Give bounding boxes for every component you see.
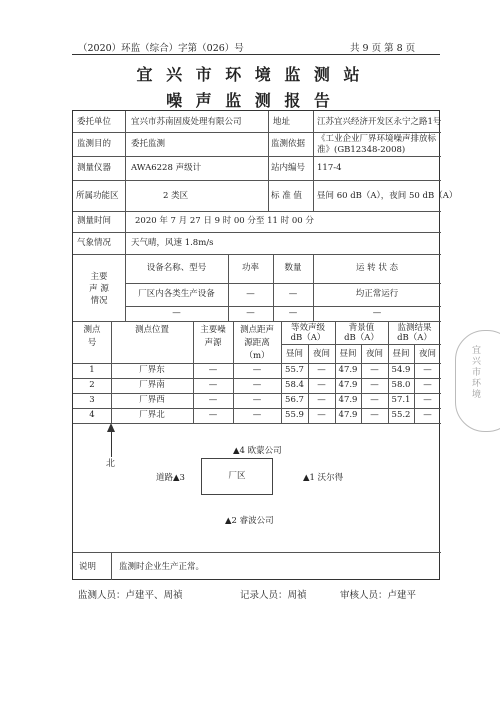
- eq-day-value: 58.4: [285, 380, 304, 390]
- seal-text: 宜兴市环境: [470, 345, 480, 400]
- bg-day-value: 47.9: [338, 395, 358, 405]
- col-line: [268, 111, 269, 211]
- eq-day-value: 55.9: [285, 410, 304, 420]
- basis-label: 监测依据: [271, 139, 306, 149]
- purpose-label: 监测目的: [77, 139, 112, 149]
- col-power: 功率: [241, 263, 259, 273]
- h-background-2: dB（A）: [344, 333, 379, 343]
- plant-area: [201, 458, 273, 495]
- point-distance: —: [252, 365, 262, 375]
- device-name: —: [172, 308, 181, 318]
- table-row: [73, 395, 441, 408]
- instrument-value: AWA6228 声级计: [131, 163, 202, 173]
- monitor-staff: 监测人员：卢建平、周禎: [78, 590, 183, 601]
- row-line: [73, 408, 441, 409]
- h-point-no-1: 测点: [83, 325, 101, 335]
- col-line: [111, 552, 112, 580]
- bg-night-value: —: [370, 380, 379, 390]
- device-power: —: [246, 289, 255, 299]
- zone-label: 所属功能区: [76, 191, 119, 201]
- point-distance: —: [252, 410, 262, 420]
- col-count: 数量: [284, 263, 302, 273]
- h-background-1: 背景值: [348, 323, 375, 333]
- point-distance: —: [252, 395, 262, 405]
- point-no: 2: [89, 380, 95, 390]
- res-night-value: —: [423, 395, 432, 405]
- point-source: —: [208, 365, 218, 375]
- table-row: [73, 365, 441, 378]
- row-line: [73, 321, 441, 322]
- eq-night-value: —: [317, 380, 326, 390]
- purpose-value: 委托监测: [131, 139, 166, 149]
- h-result-2: dB（A）: [397, 333, 432, 343]
- note-label: 说明: [79, 562, 97, 572]
- point-no: 1: [89, 365, 95, 375]
- address-value: 江苏宜兴经济开发区永宁之路1号: [317, 117, 442, 127]
- eq-night-value: —: [317, 365, 326, 375]
- res-day-value: 57.1: [391, 395, 411, 405]
- h-result-1: 监测结果: [397, 323, 432, 333]
- res-day-value: 54.9: [391, 365, 411, 375]
- h-distance-3: （m）: [244, 351, 270, 361]
- h-distance-1: 测点距声: [239, 325, 274, 335]
- device-status: —: [372, 308, 382, 318]
- device-power: —: [246, 308, 255, 318]
- bg-night-value: —: [370, 410, 379, 420]
- h-bg-night: 夜间: [365, 349, 383, 359]
- station-title: 宜 兴 市 环 境 监 测 站: [136, 65, 364, 84]
- col-line: [313, 111, 314, 211]
- device-name: 厂区内各类生产设备: [138, 289, 215, 299]
- row-line: [73, 552, 441, 553]
- row-line: [73, 363, 441, 364]
- bg-night-value: —: [370, 365, 379, 375]
- row-line: [73, 393, 441, 394]
- point-no: 3: [89, 395, 95, 405]
- device-count: —: [288, 289, 298, 299]
- point-2-label: ▲2 睿波公司: [225, 516, 274, 526]
- address-label: 地址: [273, 117, 291, 127]
- device-status: 均正常运行: [355, 289, 399, 299]
- time-value: 2020 年 7 月 27 日 9 时 00 分至 11 时 00 分: [135, 216, 314, 226]
- plant-label: 厂区: [228, 471, 246, 481]
- report-form: [72, 110, 458, 580]
- basis-value-line1: 《工业企业厂界环境噪声排放标: [317, 134, 437, 144]
- h-res-night: 夜间: [418, 349, 436, 359]
- row-line: [73, 378, 441, 379]
- station-no-value: 117-4: [317, 163, 342, 173]
- time-label: 测量时间: [77, 216, 112, 226]
- row-line: [73, 254, 441, 255]
- res-day-value: 55.2: [391, 410, 411, 420]
- col-status: 运 转 状 态: [355, 263, 399, 273]
- bg-day-value: 47.9: [338, 380, 358, 390]
- report-number: （2020）环监（综合）字第（026）号: [78, 43, 244, 54]
- zone-value: 2 类区: [163, 191, 189, 201]
- page-indicator: 共 9 页 第 8 页: [350, 43, 416, 54]
- col-device-name: 设备名称、型号: [146, 263, 207, 273]
- sources-label-1: 主要: [90, 272, 108, 282]
- report-title: 噪 声 监 测 报 告: [166, 91, 334, 110]
- h-position: 测点位置: [134, 325, 169, 335]
- res-night-value: —: [423, 380, 432, 390]
- h-source-2: 声源: [204, 338, 222, 348]
- row-line: [125, 283, 441, 284]
- weather-value: 天气晴，风速 1.8m/s: [131, 238, 214, 248]
- recorder-staff: 记录人员：周禎: [240, 590, 307, 601]
- row-line: [73, 180, 441, 181]
- point-1-label: ▲1 沃尔得: [303, 473, 344, 483]
- point-position: 厂界西: [139, 395, 165, 405]
- h-source-1: 主要噪: [200, 325, 226, 335]
- point-position: 厂界南: [139, 380, 165, 390]
- client-label: 委托单位: [77, 117, 112, 127]
- standard-label: 标 准 值: [271, 191, 302, 201]
- row-line: [73, 232, 441, 233]
- point-position: 厂界东: [139, 365, 165, 375]
- eq-day-value: 55.7: [285, 365, 304, 375]
- h-equivalent-1: 等效声级: [290, 323, 325, 333]
- point-4-label: ▲4 欧蒙公司: [233, 446, 282, 456]
- client-value: 宜兴市苏南固废处理有限公司: [131, 117, 242, 127]
- station-no-label: 站内编号: [271, 163, 306, 173]
- point-distance: —: [252, 380, 262, 390]
- sources-label-3: 情况: [90, 296, 108, 306]
- h-distance-2: 源距离: [244, 338, 270, 348]
- row-line: [73, 132, 441, 133]
- bg-day-value: 47.9: [338, 410, 358, 420]
- row-line: [125, 306, 441, 307]
- table-row: [73, 410, 441, 423]
- header-rule: [72, 54, 440, 55]
- bg-night-value: —: [370, 395, 379, 405]
- row-line: [73, 423, 441, 424]
- north-arrow-shaft: [111, 431, 112, 457]
- weather-label: 气象情况: [77, 238, 112, 248]
- point-position: 厂界北: [139, 410, 165, 420]
- reviewer-staff: 审核人员：卢建平: [340, 590, 417, 601]
- point-no: 4: [89, 410, 95, 420]
- instrument-label: 测量仪器: [77, 163, 112, 173]
- res-night-value: —: [423, 365, 432, 375]
- sources-label-2: 声 源: [89, 284, 109, 294]
- h-res-day: 昼间: [392, 349, 410, 359]
- bg-day-value: 47.9: [338, 365, 358, 375]
- eq-day-value: 56.7: [285, 395, 304, 405]
- h-eq-night: 夜间: [312, 349, 330, 359]
- table-row: [73, 380, 441, 393]
- h-eq-day: 昼间: [285, 349, 303, 359]
- h-equivalent-2: dB（A）: [290, 333, 326, 343]
- row-line: [73, 211, 441, 212]
- eq-night-value: —: [317, 410, 326, 420]
- row-line: [73, 156, 441, 157]
- basis-value-line2: 准》(GB12348-2008): [317, 145, 406, 155]
- res-day-value: 58.0: [391, 380, 411, 390]
- device-count: —: [288, 308, 298, 318]
- res-night-value: —: [423, 410, 432, 420]
- point-source: —: [208, 410, 218, 420]
- h-bg-day: 昼间: [339, 349, 357, 359]
- point-source: —: [208, 395, 218, 405]
- point-source: —: [208, 380, 218, 390]
- note-value: 监测时企业生产正常。: [119, 562, 205, 572]
- h-point-no-2: 号: [87, 338, 97, 348]
- point-3-label: 道路▲3: [156, 473, 185, 483]
- standard-value: 昼间 60 dB（A），夜间 50 dB（A）: [317, 191, 458, 201]
- eq-night-value: —: [317, 395, 326, 405]
- north-label: 北: [106, 459, 116, 469]
